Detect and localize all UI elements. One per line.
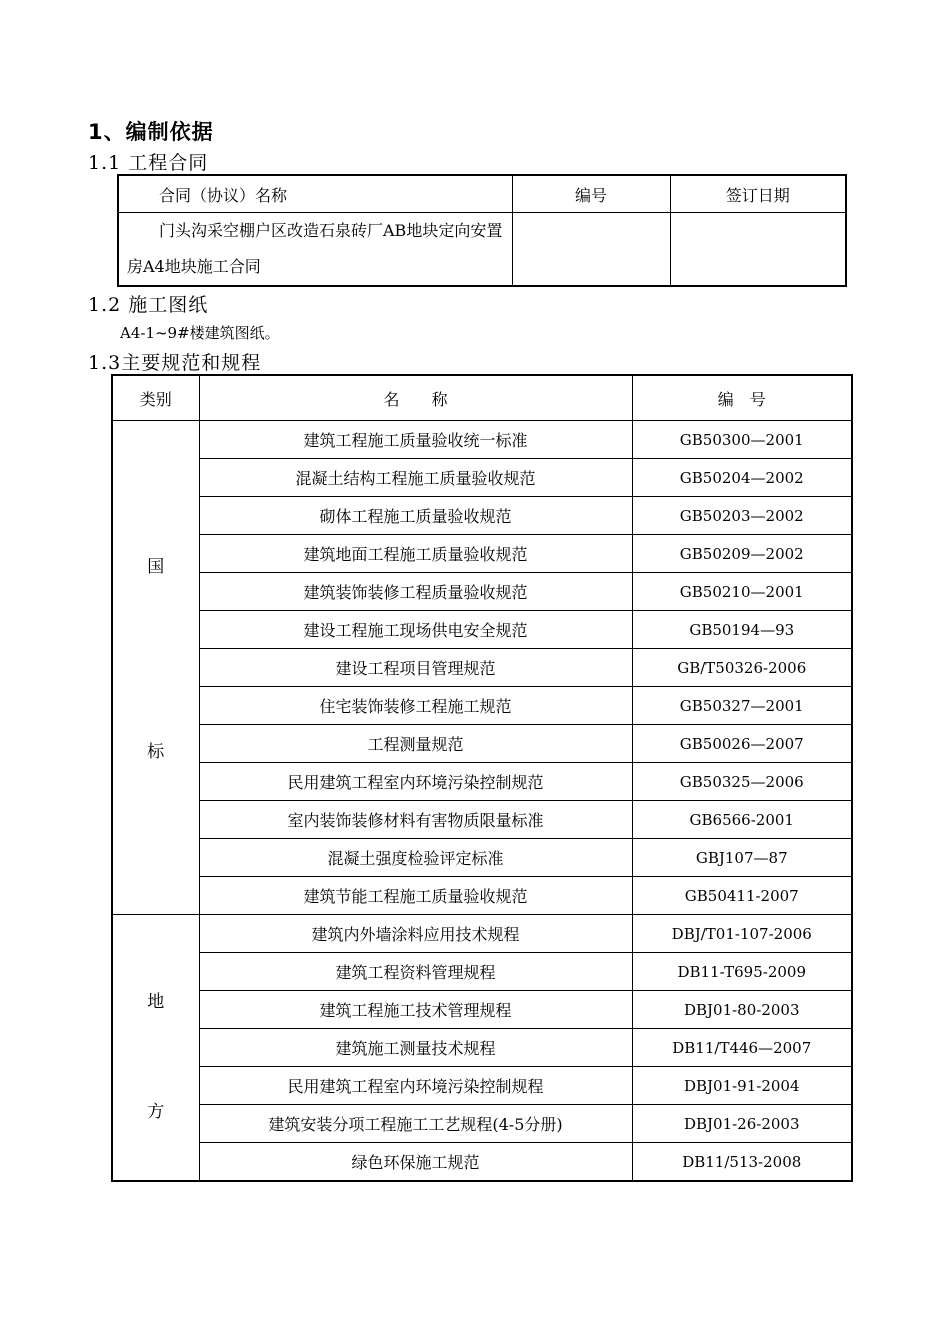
standard-name: 建筑装饰装修工程质量验收规范 — [199, 573, 632, 611]
standard-row — [112, 763, 852, 801]
standard-code: GB50194—93 — [632, 611, 852, 649]
standard-row — [112, 801, 852, 839]
standards-header-row — [112, 375, 852, 421]
category-label-char: 地 — [147, 992, 165, 1012]
main-heading: 1、编制依据 — [88, 120, 214, 144]
standard-code: DBJ/T01-107-2006 — [632, 915, 852, 953]
standard-name: 室内装饰装修材料有害物质限量标准 — [199, 801, 632, 839]
standard-code: GBJ107—87 — [632, 839, 852, 877]
standard-code: DB11-T695-2009 — [632, 953, 852, 991]
standard-row — [112, 687, 852, 725]
standard-row — [112, 1067, 852, 1105]
standard-code: DB11/513-2008 — [632, 1143, 852, 1182]
standard-code: GB/T50326-2006 — [632, 649, 852, 687]
contract-code-cell — [512, 213, 670, 287]
standards-table — [111, 374, 853, 1182]
section-title-contract: 1.1 工程合同 — [88, 152, 209, 174]
contract-date-cell — [670, 213, 846, 287]
standard-row — [112, 421, 852, 459]
drawings-note: A4-1~9#楼建筑图纸。 — [120, 324, 280, 342]
standard-name: 绿色环保施工规范 — [199, 1143, 632, 1182]
contract-date-header: 签订日期 — [670, 175, 846, 213]
standard-code: GB6566-2001 — [632, 801, 852, 839]
standard-row — [112, 1143, 852, 1182]
contract-name-cell — [118, 213, 512, 287]
standard-name: 建筑内外墙涂料应用技术规程 — [199, 915, 632, 953]
standard-row — [112, 991, 852, 1029]
standard-code: GB50300—2001 — [632, 421, 852, 459]
standard-name: 建筑工程资料管理规程 — [199, 953, 632, 991]
section-title-standards: 1.3主要规范和规程 — [88, 352, 262, 374]
standard-row — [112, 649, 852, 687]
name-header: 名 称 — [199, 375, 632, 421]
contract-table — [117, 174, 847, 287]
standard-code: DB11/T446—2007 — [632, 1029, 852, 1067]
standard-row — [112, 953, 852, 991]
standard-code: DBJ01-26-2003 — [632, 1105, 852, 1143]
standard-row — [112, 573, 852, 611]
standard-row — [112, 725, 852, 763]
standard-name: 建筑安装分项工程施工工艺规程(4-5分册) — [199, 1105, 632, 1143]
standard-row — [112, 839, 852, 877]
category-label-char: 方 — [147, 1102, 165, 1122]
section-title-drawings: 1.2 施工图纸 — [88, 294, 209, 316]
contract-name: 门头沟采空棚户区改造石泉砖厂AB地块定向安置房A4地块施工合同 — [127, 221, 503, 276]
category-cell-local — [112, 915, 199, 1182]
standard-name: 建筑工程施工技术管理规程 — [199, 991, 632, 1029]
standard-name: 住宅装饰装修工程施工规范 — [199, 687, 632, 725]
category-header: 类别 — [112, 375, 199, 421]
standard-row — [112, 915, 852, 953]
contract-row — [118, 213, 846, 287]
standard-name: 建设工程项目管理规范 — [199, 649, 632, 687]
standard-name: 建筑施工测量技术规程 — [199, 1029, 632, 1067]
standard-code: GB50026—2007 — [632, 725, 852, 763]
standard-name: 混凝土结构工程施工质量验收规范 — [199, 459, 632, 497]
contract-header-row — [118, 175, 846, 213]
standard-name: 建筑节能工程施工质量验收规范 — [199, 877, 632, 915]
standard-name: 民用建筑工程室内环境污染控制规范 — [199, 763, 632, 801]
standard-name: 工程测量规范 — [199, 725, 632, 763]
standard-row — [112, 497, 852, 535]
standard-code: GB50411-2007 — [632, 877, 852, 915]
contract-code-header: 编号 — [512, 175, 670, 213]
standard-code: GB50204—2002 — [632, 459, 852, 497]
standard-code: GB50209—2002 — [632, 535, 852, 573]
standard-name: 建筑地面工程施工质量验收规范 — [199, 535, 632, 573]
standard-code: DBJ01-80-2003 — [632, 991, 852, 1029]
standard-code: GB50210—2001 — [632, 573, 852, 611]
standards-body — [112, 421, 852, 1182]
standard-code: GB50203—2002 — [632, 497, 852, 535]
code-header: 编 号 — [632, 375, 852, 421]
category-label-char: 标 — [147, 742, 165, 762]
standard-name: 民用建筑工程室内环境污染控制规程 — [199, 1067, 632, 1105]
standard-code: GB50325—2006 — [632, 763, 852, 801]
standard-name: 混凝土强度检验评定标准 — [199, 839, 632, 877]
standard-row — [112, 877, 852, 915]
standard-row — [112, 535, 852, 573]
contract-name-header: 合同（协议）名称 — [118, 175, 512, 213]
standard-code: GB50327—2001 — [632, 687, 852, 725]
category-label-char: 国 — [147, 557, 165, 577]
category-cell-national — [112, 421, 199, 915]
standard-name: 建筑工程施工质量验收统一标准 — [199, 421, 632, 459]
standard-code: DBJ01-91-2004 — [632, 1067, 852, 1105]
standard-name: 砌体工程施工质量验收规范 — [199, 497, 632, 535]
standard-name: 建设工程施工现场供电安全规范 — [199, 611, 632, 649]
standard-row — [112, 459, 852, 497]
standard-row — [112, 611, 852, 649]
standard-row — [112, 1105, 852, 1143]
standard-row — [112, 1029, 852, 1067]
